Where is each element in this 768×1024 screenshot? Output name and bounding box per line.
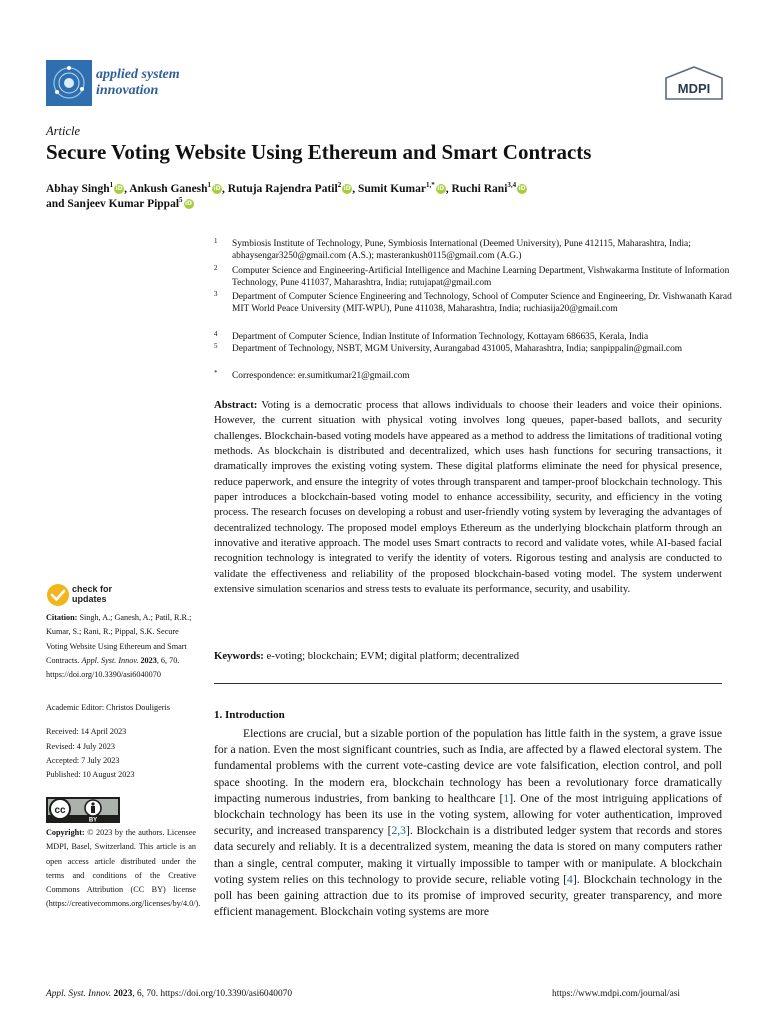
author-name[interactable]: Ankush Ganesh [129,182,208,195]
footer-rest: , 6, 70. https://doi.org/10.3390/asi6040070 [132,989,293,999]
author-affil: 1,* [425,181,435,189]
article-type: Article [46,124,81,138]
affiliation-number: 5 [214,342,218,350]
citation-label: Citation: [46,613,78,622]
abstract-text: Voting is a democratic process that allows individuals to choose their leaders and voice their opinions. However, the current situation with physical voting involves long queues, paper-based ballots, and security challenges. Blockchain-based voting models have appeared as a method to address the limitations of traditional voting methods. As blockchain is distributed and decentralized, which uses hash functions for securing transactions, it dramatically improves the existing voting system. These digital platforms eliminate the need for physical presence, reduce paperwork, and ensure the integrity of votes through transparent and tamper-proof blockchain technology. This paper introduces a blockchain-based voting model to enhance accessibility, security, and efficiency in the voting process. The research focuses on developing a robust and user-friendly voting system by leveraging the advantages of decentralized technology. The proposed model employs Ethereum as the underlying blockchain platform through an innovative and iterative approach. The model uses Smart contracts to record and validate votes, while AI-based facial recognition technology is integrated to verify the identity of voters. Rigorous testing and analysis are conducted to validate the effectiveness and reliability of the proposed blockchain-based voting model. The system underwent extensive simulation scenarios and stress tests to evaluate its performance, security, and usability. [214,399,722,596]
affiliation-number: 3 [214,290,218,298]
check-updates-icon [46,583,70,607]
cc-by-license-icon[interactable] [46,797,120,823]
published-date: Published: 10 August 2023 [46,770,135,779]
affiliation-number: 2 [214,264,218,272]
intro-text: ]. One of the most intriguing applications of blockchain technology has been its use in the voting system, allowing for voter authentication, improved security, and increased transparency [ [214,791,722,838]
mdpi-logo-text: MDPI [677,81,711,96]
author-affil: 5 [179,196,183,204]
citation-doi-link[interactable]: https://doi.org/10.3390/asi6040070 [46,670,161,680]
copyright-label: Copyright: [46,828,85,837]
copyright-notice [46,826,201,912]
citation-rest: , 6, 70. [156,655,180,665]
intro-paragraph [214,726,722,920]
abstract [214,398,722,597]
intro-text: ]. Blockchain is a distributed ledger system that records and stores data securely and reliably. It is a decentralized system, meaning the data is stored on many computers rather than a single, central computer, making it virtually impossible to tamper with or manipulate. A blockchain voting system relies on this technology to provide secure, reliable voting [ [214,824,722,886]
affiliation-text: Department of Technology, NSBT, MGM University, Aurangabad 431005, Maharashtra, India; sanpippalin@gmail.com [232,344,683,354]
check-updates-line2: updates [72,594,107,604]
footer-journal-link[interactable]: https://www.mdpi.com/journal/asi [552,989,681,999]
intro-text: Elections are crucial, but a sizable portion of the population has little faith in the system, a grave issue for a nation. Even the most significant countries, such as India, are affected by a flawed electoral system. The fundamental problems with the current vote-casting device are vote falsification, election control, and poll space shooting. In the modern era, blockchain technology has been a revolutionary force dramatically impacting numerous industries, from banking to healthcare [ [214,727,722,805]
citation-journal: Appl. Syst. Innov. [81,655,139,665]
keywords-label: Keywords: [214,650,264,662]
affiliation-number: * [214,369,218,377]
citation-link[interactable]: 2,3 [391,824,406,838]
citation-link[interactable]: 4 [567,872,573,886]
svg-text:cc: cc [54,805,66,816]
citation-text: Singh, A.; Ganesh, A.; Patil, R.R.; Kumar, S.; Rani, R.; Pippal, S.K. Secure Voting Website Using Ethereum and Smart Contracts. [46,613,192,665]
affiliation-number: 4 [214,330,218,338]
orcid-icon[interactable]: iD [518,185,526,193]
citation-year: 2023 [140,655,157,665]
orcid-icon[interactable]: iD [185,200,193,208]
journal-name-line2: innovation [96,83,159,98]
affiliation-text: Department of Computer Science Engineering and Technology, School of Computer Science and Engineering, Dr. Vishwanath Karad MIT World Peace University (MIT-WPU), Pune 411038, Maharashtra, India; ruchiasija20@gmail.com [232,292,732,315]
orcid-icon[interactable]: iD [115,185,123,193]
accepted-date: Accepted: 7 July 2023 [46,756,120,765]
author-affil: 2 [337,181,342,189]
author-affil: 3,4 [507,181,517,189]
affiliation-text: Computer Science and Engineering-Artificial Intelligence and Machine Learning Department, Vishwakarma Institute of Information Technology, Pune 411037, Maharashtra, India; rutujapat@gmail.com [232,266,730,289]
intro-text: ]. Blockchain technology in the poll has been gaining attraction due to its promise of improved security, greater transparency, and more efficient management. Blockchain voting systems are more [214,872,723,919]
orcid-icon[interactable]: iD [437,185,445,193]
author-name[interactable]: Rutuja Rajendra Patil [227,182,338,195]
author-name[interactable]: and Sanjeev Kumar Pippal [46,197,180,210]
journal-logo-icon [46,60,92,106]
author-line-2 [46,196,194,210]
check-updates-line1: check for [72,584,113,594]
revised-date: Revised: 4 July 2023 [46,742,115,751]
section-heading: 1. Introduction [214,709,285,721]
affiliation-number: 1 [214,237,218,245]
copyright-text: © 2023 by the authors. Licensee MDPI, Basel, Switzerland. This article is an open access article distributed under the terms and conditions of the Creative Commons Attribution (CC BY) license (https://creativecommons.org/licenses/by/4.0/). [46,828,201,909]
page-title: Secure Voting Website Using Ethereum and Smart Contracts [46,140,592,164]
keywords [214,650,722,662]
divider [214,683,722,684]
cc-by-label: BY [88,817,98,823]
abstract-label: Abstract: [214,399,258,411]
keywords-text: e-voting; blockchain; EVM; digital platform; decentralized [266,650,520,662]
journal-name [96,67,180,99]
author-line-1: Abhay Singh$^1$ iD, Ankush Ganesh$^1$ iD, Rutuja Rajendra Patil$^2$ iD, Sumit Kumar$^{1,*}$ iD, Ruchi Rani$^{3,4}$ iD [46,181,526,195]
affiliation-text: Symbiosis Institute of Technology, Pune, Symbiosis International (Deemed University), Pune 412115, Maharashtra, India; abhaysengar3250@gmail.com (A.S.); masterankush0115@gmail.com (A.G.) [232,239,691,262]
received-date: Received: 14 April 2023 [46,727,127,736]
citation-block [46,611,196,682]
orcid-icon[interactable]: iD [213,185,221,193]
affiliation-text: Department of Computer Science, Indian Institute of Information Technology, Kottayam 686635, Kerala, India [232,332,649,342]
author-name[interactable]: Ruchi Rani [451,182,508,195]
author-affil: 1 [207,181,212,189]
footer-journal: Appl. Syst. Innov. [46,989,112,999]
affiliation-text: Correspondence: er.sumitkumar21@gmail.com [232,371,410,381]
journal-name-line1: applied system [96,67,180,82]
orcid-icon[interactable]: iD [343,185,351,193]
citation-link[interactable]: 1 [503,791,510,805]
check-for-updates-button[interactable] [46,583,136,607]
author-name[interactable]: Sumit Kumar [357,182,426,195]
mdpi-logo [664,66,724,100]
author-affil: 1 [109,181,114,189]
academic-editor: Academic Editor: Christos Douligeris [46,703,170,712]
footer-citation [46,989,292,999]
footer-year: 2023 [113,989,133,999]
author-name[interactable]: Abhay Singh [46,182,110,195]
